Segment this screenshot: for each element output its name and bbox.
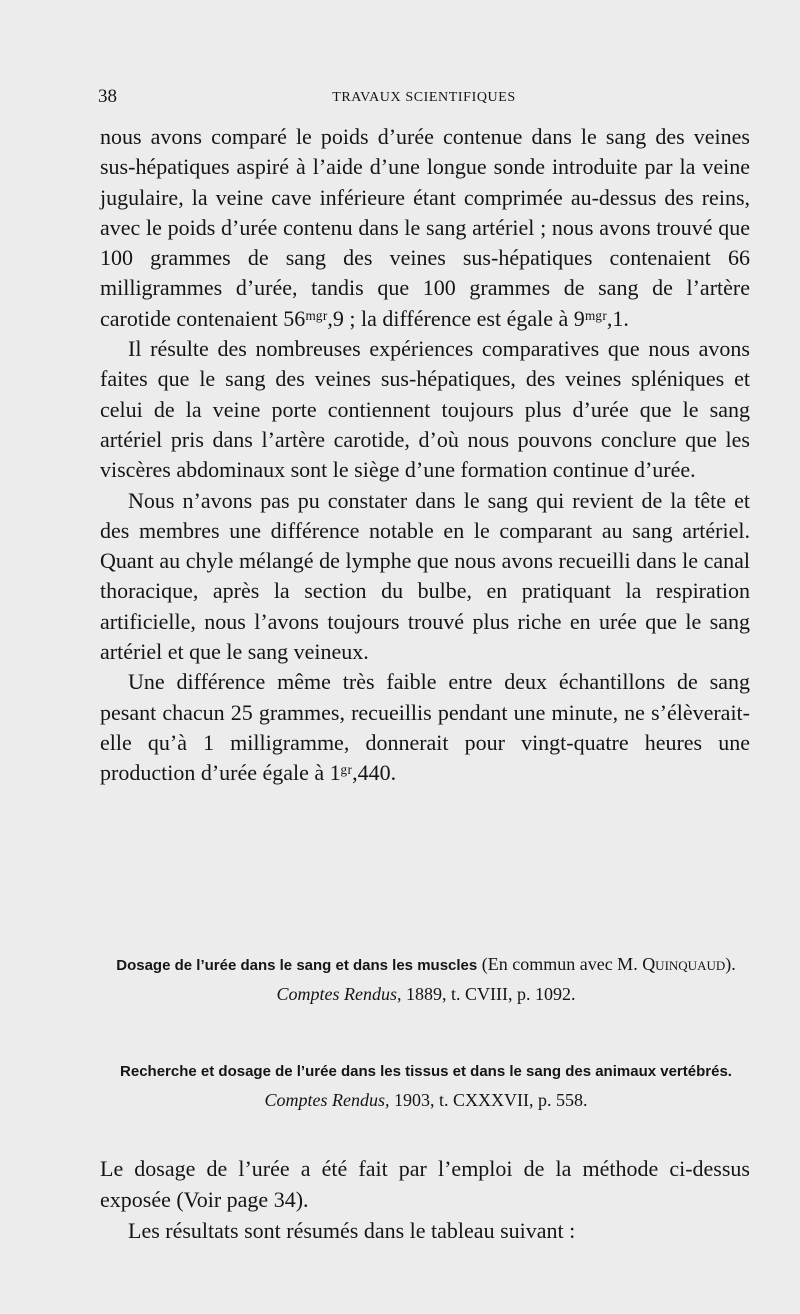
reference-collab-name: Quinquaud [642, 954, 726, 974]
running-title: TRAVAUX SCIENTIFIQUES [332, 90, 516, 105]
reference-entry [100, 950, 752, 1010]
reference-title: Recherche et dosage de l’urée dans les tissus et dans le sang des animaux vertébrés. [120, 1063, 732, 1080]
paragraph: Le dosage de l’urée a été fait par l’emploi de la méthode ci-dessus exposée (Voir page 34). [100, 1156, 750, 1212]
paragraph: nous avons comparé le poids d’urée contenue dans le sang des veines sus-hépatiques aspiré à l’aide d’une longue sonde introduite par la veine jugulaire, la veine cave inférieure étant comprimée au-dessus des reins, avec le poids d’urée contenu dans le sang artériel ; nous avons trouvé que 100 grammes de sang des veines sus-hépatiques contenaient 66 milligrammes d’urée, tandis que 100 grammes de sang de l’artère carotide contenaient 56ᵐᵍʳ,9 ; la différence est égale à 9ᵐᵍʳ,1. [100, 124, 750, 331]
paragraph: Les résultats sont résumés dans le tableau suivant : [128, 1218, 576, 1243]
page-number: 38 [98, 86, 117, 107]
main-text [100, 122, 750, 789]
reference-collab-suffix: ). [725, 954, 736, 974]
reference-details: 1889, t. CVIII, p. 1092. [401, 984, 576, 1004]
reference-details: 1903, t. CXXXVII, p. 558. [389, 1090, 588, 1110]
paragraph: Nous n’avons pas pu constater dans le sang qui revient de la tête et des membres une différence notable en le comparant au sang artériel. Quant au chyle mélangé de lymphe que nous avons recueilli dans le canal thoracique, après la section du bulbe, en pratiquant la respiration artificielle, nous l’avons toujours trouvé plus riche en urée que le sang artériel et que le sang veineux. [100, 487, 750, 665]
reference-entry [100, 1058, 752, 1116]
paragraph: Une différence même très faible entre deux échantillons de sang pesant chacun 25 grammes, recueillis pendant une minute, ne s’élèverait-elle qu’à 1 milligramme, donnerait pour vingt-quatre heures une production d’urée égale à 1ᵍʳ,440. [100, 669, 750, 786]
page-header [98, 86, 750, 112]
closing-text [100, 1153, 750, 1246]
reference-journal: Comptes Rendus, [276, 984, 402, 1004]
paragraph: Il résulte des nombreuses expériences comparatives que nous avons faites que le sang des veines sus-hépatiques, des veines spléniques et celui de la veine porte contiennent toujours plus d’urée que le sang artériel pris dans l’artère carotide, d’où nous pouvons conclure que les viscères abdominaux sont le siège d’une formation continue d’urée. [100, 336, 750, 483]
reference-collab-prefix: (En commun avec M. [477, 954, 643, 974]
reference-title: Dosage de l’urée dans le sang et dans les muscles [116, 957, 478, 974]
reference-journal: Comptes Rendus, [264, 1090, 390, 1110]
